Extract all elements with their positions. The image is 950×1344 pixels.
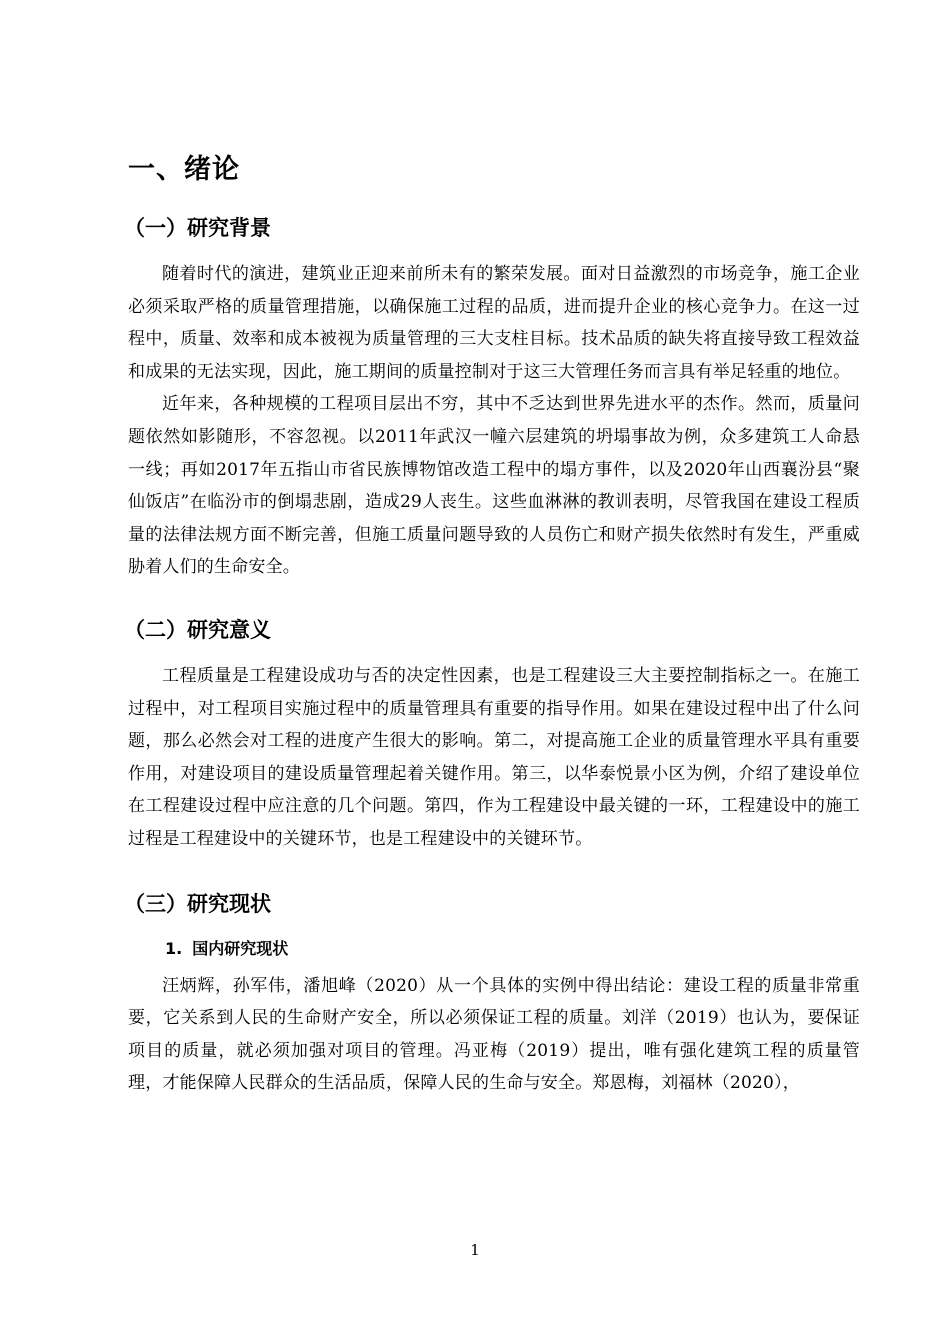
paragraph: 随着时代的演进，建筑业正迎来前所未有的繁荣发展。面对日益激烈的市场竞争，施工企业必须采取严格的质量管理措施，以确保施工过程的品质，进而提升企业的核心竞争力。在这一过程中，质量、效率和成本被视为质量管理的三大支柱目标。技术品质的缺失将直接导致工程效益和成果的无法实现，因此，施工期间的质量控制对于这三大管理任务而言具有举足轻重的地位。 — [128, 264, 860, 382]
page-number: 1 — [470, 1241, 480, 1259]
section-title-status: （三）研究现状 — [124, 891, 271, 916]
paragraph: 近年来，各种规模的工程项目层出不穷，其中不乏达到世界先进水平的杰作。然而，质量问题依然如影随形，不容忽视。以2011年武汉一幢六层建筑的坍塌事故为例，众多建筑工人命悬一线；再如2017年五指山市省民族博物馆改造工程中的塌方事件，以及2020年山西襄汾县“聚仙饭店”在临汾市的倒塌悲剧，造成29人丧生。这些血淋淋的教训表明，尽管我国在建设工程质量的法律法规方面不断完善，但施工质量问题导致的人员伤亡和财产损失依然时有发生，严重威胁着人们的生命安全。 — [128, 394, 860, 578]
subsection-title-domestic — [165, 934, 860, 964]
chapter-title: 一、绪论 — [128, 154, 240, 185]
section-title-significance: （二）研究意义 — [124, 617, 271, 642]
page-content — [124, 150, 860, 1100]
section-title-background: （一）研究背景 — [124, 216, 271, 240]
subsection-number: 1. — [165, 938, 183, 958]
paragraph: 汪炳辉，孙军伟，潘旭峰（2020）从一个具体的实例中得出结论：建设工程的质量非常重要，它关系到人民的生命财产安全，所以必须保证工程的质量。刘洋（2019）也认为，要保证项目的质量，就必须加强对项目的管理。冯亚梅（2019）提出，唯有强化建筑工程的质量管理，才能保障人民群众的生活品质，保障人民的生命与安全。郑恩梅，刘福林（2020）， — [128, 975, 860, 1094]
paragraph: 工程质量是工程建设成功与否的决定性因素，也是工程建设三大主要控制指标之一。在施工过程中，对工程项目实施过程中的质量管理具有重要的指导作用。如果在建设过程中出了什么问题，那么必然会对工程的进度产生很大的影响。第二，对提高施工企业的质量管理水平具有重要作用，对建设项目的建设质量管理起着关键作用。第三，以华泰悦景小区为例，介绍了建设单位在工程建设过程中应注意的几个问题。第四，作为工程建设中最关键的一环，工程建设中的施工过程是工程建设中的关键环节，也是工程建设中的关键环节。 — [128, 665, 860, 849]
subsection-label: 国内研究现状 — [192, 938, 289, 958]
